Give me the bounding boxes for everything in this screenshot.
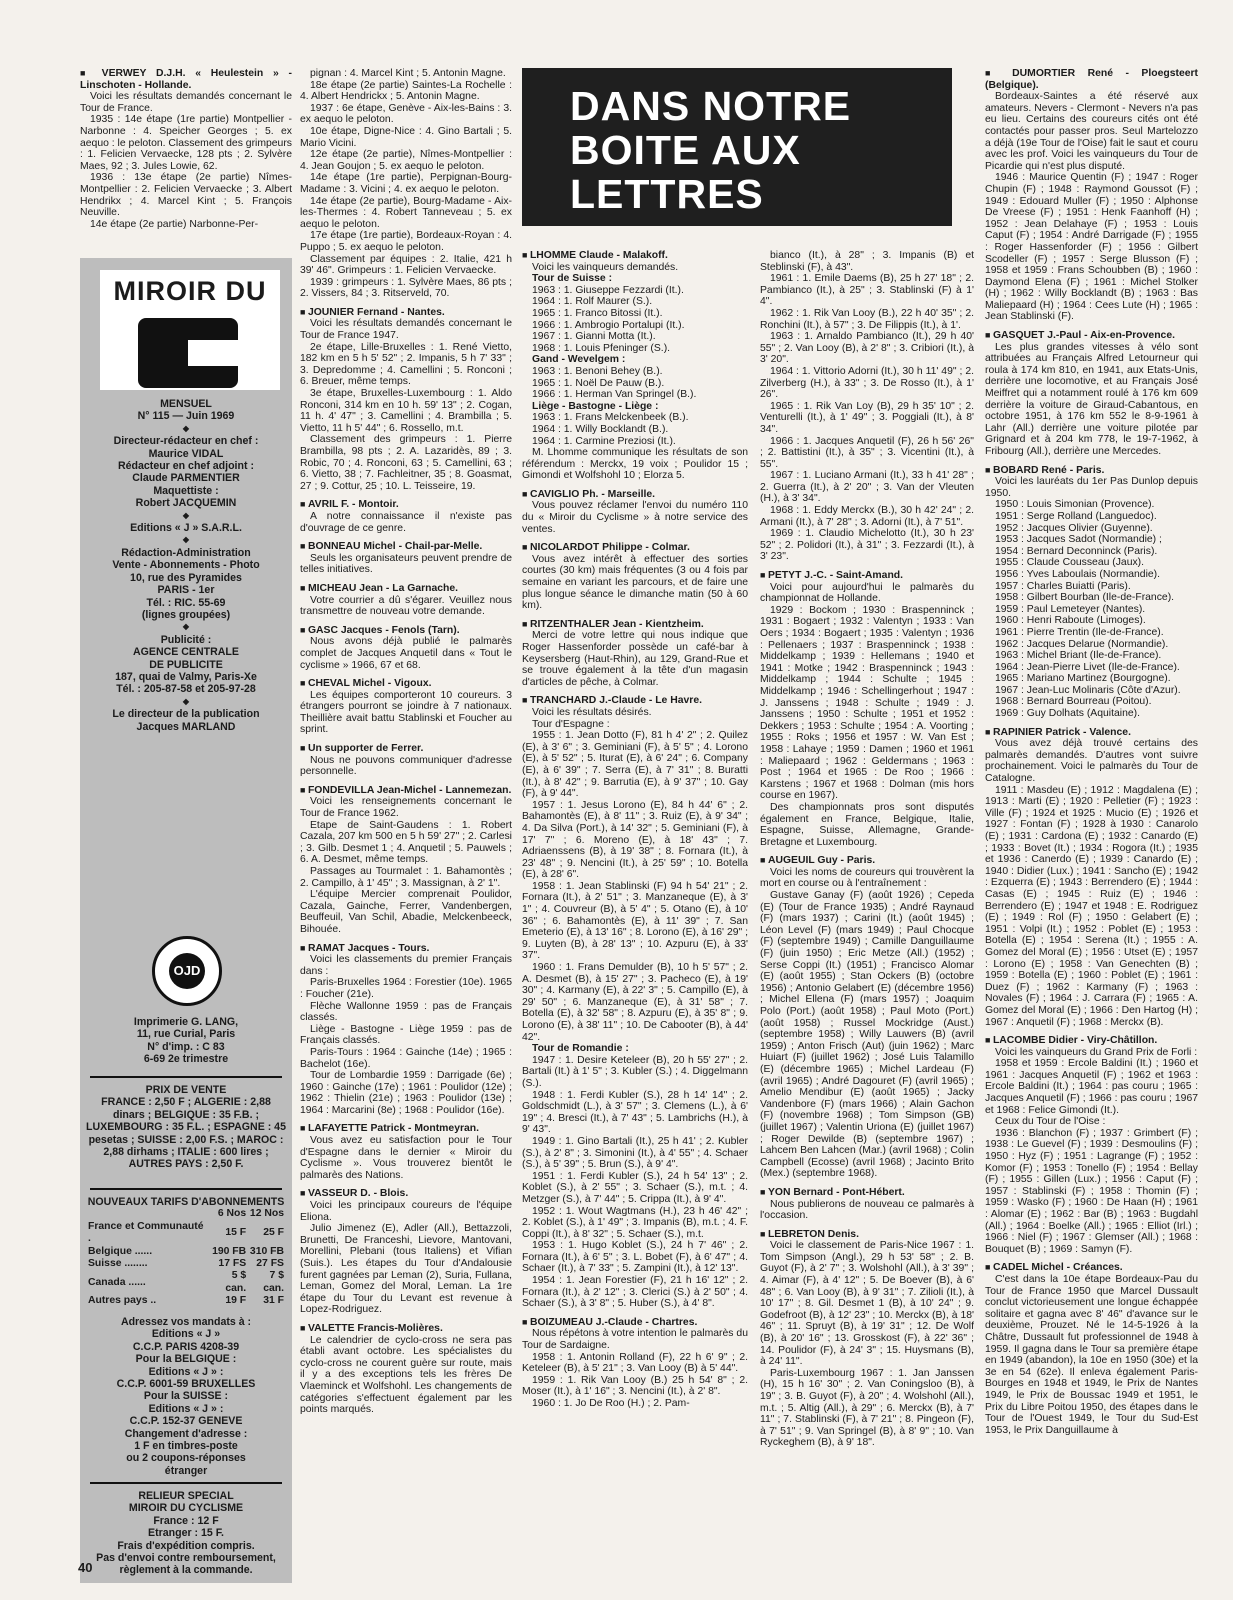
divider [90, 1076, 282, 1078]
letter-entry [760, 1229, 974, 1449]
letter-entry [522, 489, 748, 535]
masthead-line: C.C.P. 152-37 GENEVE [129, 1415, 243, 1428]
logo-text: MIROIR DU [113, 276, 267, 306]
tarif-cell: 5 $ can. [225, 1270, 247, 1294]
tarif-row [88, 1246, 284, 1258]
tarif-cell: Autres pays .. [88, 1295, 157, 1307]
masthead-line: Tél. : 205-87-58 et 205-97-28 [116, 683, 256, 696]
letter-paragraph: Voici les vainqueurs du Grand Prix de Forli : [995, 1046, 1198, 1058]
letter-heading: ■ VALETTE Francis-Molières. [300, 1323, 512, 1335]
letter-paragraph: 1937 : 6e étape, Genève - Aix-les-Bains : 3. ex aequo le peloton. [300, 102, 512, 126]
tarif-cell: Canada ...... [88, 1276, 146, 1288]
letter-paragraph: 1950 : Louis Simonian (Provence). [995, 499, 1155, 511]
letter-paragraph: 17e étape (1re partie), Bordeaux-Royan : 4. Puppo ; 5. ex aequo le peloton. [300, 230, 512, 253]
letter-paragraph: Nous répétons à votre intention le palmarès du Tour de Sardaigne. [522, 1328, 748, 1352]
masthead-line: 10, rue des Pyramides [130, 571, 242, 584]
letter-heading: ■ RAMAT Jacques - Tours. [300, 943, 512, 955]
tarif-cell: 27 FS [256, 1258, 284, 1270]
letter-paragraph: Tour d'Espagne : [532, 718, 610, 730]
letter-heading: ■ Un supporter de Ferrer. [300, 743, 512, 755]
letter-paragraph: Vous avez déjà trouvé certains des palmarès demandés. D'autres vont suivre prochainement. Voici le palmarès du Tour de Catalogne. [985, 738, 1198, 785]
masthead-line: Directeur-rédacteur en chef : [113, 435, 259, 448]
masthead-line: 6-69 2e trimestre [143, 1053, 229, 1066]
masthead-line: Pour la SUISSE : [143, 1390, 229, 1403]
letter-paragraph: 1963 : 1. Frans Melckenbeek (B.). [532, 412, 689, 424]
letter-paragraph: Voici les résultats demandés concernant le Tour de France 1947. [300, 318, 512, 342]
letter-paragraph: 1959 : Paul Lemeteyer (Nantes). [995, 603, 1146, 615]
column-5 [985, 68, 1198, 1513]
relieur-block [84, 1490, 288, 1577]
tarif-cell: Belgique ...... [88, 1245, 153, 1257]
letter-paragraph: pignan : 4. Marcel Kint ; 5. Antonin Magne. [310, 68, 506, 79]
letter-entry [985, 1262, 1198, 1436]
tarif-row [88, 1295, 284, 1307]
masthead-line: Etranger : 15 F. [148, 1527, 224, 1540]
letter-paragraph: 1962 : Jacques Delarue (Normandie). [995, 638, 1169, 650]
letter-paragraph: Nous publierons de nouveau ce palmarès à l'occasion. [760, 1198, 974, 1222]
tarif-cell: 15 F [225, 1227, 247, 1239]
masthead-line: Pour la BELGIQUE : [135, 1353, 237, 1366]
letter-paragraph: 2e étape, Lille-Bruxelles : 1. René Vietto, 182 km en 5 h 5' 52" ; 2. Impanis, 5 h 7' 33" ; 3. Depredomme ; 4. Camellini ; 5. Ronconi ; 6. Breuer, même temps. [300, 341, 512, 388]
tarif-cell: 17 FS [218, 1258, 247, 1270]
letter-entry [300, 68, 512, 300]
masthead-line: Tél. : RIC. 55-69 [146, 596, 226, 609]
letter-paragraph: 1968 : 1. Louis Pfeninger (S.). [532, 342, 671, 354]
masthead-line: Claude PARMENTIER [132, 472, 240, 485]
masthead-line: PARIS - 1er [157, 584, 215, 597]
masthead-line: 1 F en timbres-poste [134, 1440, 238, 1453]
letter-entry [985, 465, 1198, 720]
letter-paragraph: 1964 : 1. Vittorio Adorni (It.), 30 h 11' 49" ; 2. Zilverberg (H.), à 33" ; 3. De Rosso (It.), à 1' 26". [760, 365, 974, 401]
letter-paragraph: Le calendrier de cyclo-cross ne sera pas établi avant octobre. Les spécialistes du cyclo-cross ne courent guère sur route, mais il y a des exceptions tels les frères De Vlaeminck et Wolfshohl. Les changements de catégories s'effectuent également par les points marqués. [300, 1334, 512, 1416]
tarif-cell: 7 $ can. [263, 1270, 284, 1294]
letter-paragraph: 1964 : 1. Willy Bocklandt (B.). [532, 423, 669, 435]
letter-entry [760, 855, 974, 1180]
letter-paragraph: 1968 : 1. Eddy Merckx (B.), 30 h 42' 24" ; 2. Armani (It.), à 7' 28" ; 3. Adorni (It.), à 7' 51". [760, 505, 974, 528]
letter-paragraph: 1957 : 1. Jesus Lorono (E), 84 h 44' 6" ; 2. Bahamontès (E), à 8' 11" ; 3. Ruiz (E), à 9' 34" ; 4. Da Silva (Port.), à 14' 32" ; 5. Geminiani (F), à 17' 7" ; 6. Moreno (E), à 18' 43" ; 7. Adriaenssens (B), à 19' 38" ; 8. Fornara (It.), à 23' 48" ; 9. Nencini (It.), à 25' 59" ; 10. Botella (E), à 28' 6". [522, 799, 748, 881]
letter-paragraph: 1960 : 1. Frans Demulder (B), 10 h 5' 57" ; 2. A. Desmet (B), à 15' 27" ; 3. Pacheco (E), à 19' 30" ; 4. Karmany (E), à 22' 3" ; 5. Campillo (E), à 29' 50" ; 6. Manzaneque (E), à 31' 58" ; 7. Botella (E), à 32' 58" ; 8. Azpuru (E), à 35' 8" ; 9. Lorono (E), à 38' 11" ; 10. De Cabooter (B), à 44' 42". [522, 962, 748, 1043]
letter-entry [760, 570, 974, 848]
letter-paragraph: Voici pour aujourd'hui le palmarès du championnat de Hollande. [760, 581, 974, 605]
letter-paragraph: Bordeaux-Saintes a été réservé aux amateurs. Nevers - Clermont - Nevers n'a pas eu lieu. Certains des coureurs cités ont été contactés pour passer pros. Seul Martelozzo a déjà (19e Tour de l'Oise) fait le saut et couru avec les prof. Voici les vainqueurs du Tour de Picardie qui n'est plus disputé. [985, 91, 1198, 172]
letter-paragraph: 1964 : Jean-Pierre Livet (Ile-de-France). [995, 661, 1180, 673]
letter-paragraph: Vous avez intérêt à effectuer des sorties courtes (30 km) mais fréquentes (3 ou 4 fois par semaine en variant les parcours, et de faire une plus longue séance le dimanche matin (50 à 60 km). [522, 553, 748, 612]
letter-paragraph: 1946 : Maurice Quentin (F) ; 1947 : Roger Chupin (F) ; 1948 : Raymond Goussot (F) ; 1949 : Edouard Muller (F) ; 1950 : Alphonse De Vreese (F) ; 1951 : Henk Faanhoff (H) ; 1952 : Jean Delahaye (F) ; 1953 : Louis Caput (F) ; 1954 : André Darrigade (F) ; 1955 : Roger Hassenforder (F) ; 1956 : Gilbert Scodeller (F) ; 1957 : Serge Blusson (F) ; 1958 et 1959 : Frans Schoubben (B) ; 1960 : Daymond Elena (F) ; 1961 : Michel Stolker (H) ; 1962 : Willy Bocklandt (B) ; 1963 : Bas Maliepaard (H) ; 1964 : Cees Lute (H) ; 1965 : Jean Stablinski (F). [985, 172, 1198, 323]
column-2 [300, 68, 512, 1513]
letter-paragraph: 1969 : Guy Dolhats (Aquitaine). [995, 708, 1140, 720]
letter-paragraph: 3e étape, Bruxelles-Luxembourg : 1. Aldo Ronconi, 314 km en 10 h. 59' 13" ; 2. Cogan, 11 h. 4' 47" ; 3. Camellini ; 4. Brambilla ; 5. Vietto, 11 h 5' 44" ; 6. Rossello, m.t. [300, 388, 512, 434]
tarif-cell: 31 F [263, 1295, 284, 1307]
letter-paragraph: 1958 : 1. Jean Stablinski (F) 94 h 54' 21" ; 2. Fornara (It.), à 2' 51" ; 3. Manzaneque (E), à 3' 1" ; 4. Couvreur (B), à 5' 4" ; 5. Otano (E), à 10' 36" ; 6. Bahamontès (E), à 11' 39" ; 7. San Emeterio (E), à 13' 16" ; 8. Lorono (E), à 16' 29" ; 9. Luyten (B), à 28' 13" ; 10. Azpuru (E), à 33' 37". [522, 880, 748, 962]
diamond-divider-icon: ◆ [182, 535, 190, 545]
letter-paragraph: 1935 : 14e étape (1re partie) Montpellier - Narbonne : 4. Speicher Georges ; 5. ex aequo : le peloton. Classement des grimpeurs : 1. Felicien Vervaecke, 128 pts ; 2. Sylvère Maes, 92 ; 3. Jules Lowie, 62. [80, 114, 292, 172]
masthead-line: France : 12 F [153, 1514, 219, 1527]
letter-paragraph: 1963 : 1. Arnaldo Pambianco (It.), 29 h 40' 55" ; 2. Van Looy (B), à 2' 8" ; 3. Cribiori (It.), à 3' 20". [760, 331, 974, 366]
letter-paragraph: 10e étape, Digne-Nice : 4. Gino Bartali ; 5. Mario Vicini. [300, 125, 512, 149]
letter-heading: ■ CADEL Michel - Créances. [985, 1262, 1198, 1274]
letter-paragraph: Gustave Ganay (F) (août 1926) ; Cepeda (E) (Tour de France 1935) ; André Raynaud (F) (mars 1937) ; Carini (It.) (août 1945) ; Léon Level (F) (mars 1949) ; Paul Chocque (F) (septembre 1949) ; Camille Danguillaume (F) (juin 1950) ; Eric Metze (All.) (1952) ; Serse Coppi (It.) (1951) ; Francisco Alomar (E) (août 1955) ; Stan Ockers (B) (octobre 1956) ; Antonio Gelabert (E) (décembre 1956) ; Michel Ellena (F) (mars 1957) ; Joaquim Polo (Port.) (août 1958) ; Paul Moto (Port.) (août 1958) ; Russel Mockridge (Aust.) (septembre 1958) ; Willy Lauwers (B) (avril 1959) ; Anton Frisch (Aut) (juin 1962) ; Marc Huiart (F) (juillet 1962) ; José Luis Talamillo (E) (décembre 1965) ; Michel Lardeau (F) (avril 1965) ; André Dagouret (F) (avril 1965) ; Amelio Mendibur (E) (août 1965) ; Jacky Vandenbore (F) (mars 1966) ; Alain Gachon (F) (novembre 1968) ; Tom Simpson (GB) (juillet 1967) ; Valentin Uriona (E) (juillet 1967) ; Roger Dewilde (B) (septembre 1967) ; Lahcem Ben Lahcen (Mar.) (avril 1968) ; Colin Campbell (Ecosse) (avril 1968) ; Jacinto Brito (Mex.) (septembre 1968). [760, 890, 974, 1180]
masthead-box [80, 258, 292, 1583]
letter-paragraph: 1951 : Serge Rolland (Languedoc). [995, 510, 1157, 522]
divider [90, 1188, 282, 1190]
letter-paragraph: Votre courrier a dû s'égarer. Veuillez nous transmettre de nouveau votre demande. [300, 594, 512, 618]
letter-heading: ■ AUGEUIL Guy - Paris. [760, 855, 974, 867]
ojd-label: OJD [169, 953, 205, 989]
letter-paragraph: Voici les noms de coureurs qui trouvèrent la mort en course ou à l'entraînement : [760, 866, 974, 890]
letter-paragraph: Seuls les organisateurs peuvent prendre de telles initiatives. [300, 552, 512, 576]
letter-paragraph: 1939 : grimpeurs : 1. Sylvère Maes, 86 pts ; 2. Vissers, 84 ; 3. Ritserveld, 70. [300, 276, 512, 300]
letter-entry [300, 1188, 512, 1316]
letter-paragraph: 14e étape (2e partie), Bourg-Madame - Aix-les-Thermes : 4. Robert Tanneveau ; 5. ex aequo le peloton. [300, 195, 512, 230]
tarif-cell: 19 F [225, 1295, 247, 1307]
letter-entry [300, 785, 512, 936]
masthead-line: C.C.P. PARIS 4208-39 [132, 1340, 240, 1353]
letter-entry [300, 1123, 512, 1181]
letter-paragraph: 1958 : 1. Antonin Rolland (F), 22 h 6' 9" ; 2. Keteleer (B), à 5' 21" ; 3. Van Looy (B) à 5' 44". [522, 1351, 748, 1375]
letter-paragraph: 1951 : 1. Ferdi Kubler (S.), 24 h 54' 13" ; 2. Koblet (S.), à 2' 55" ; 3. Schaer (S.), m.t. ; 4. Metzger (S.), à 7' 44" ; 5. Crippa (It.), à 9' 4". [522, 1170, 748, 1205]
letter-paragraph: 1967 : Jean-Luc Molinaris (Côte d'Azur). [995, 684, 1181, 696]
letter-paragraph: 1964 : 1. Rolf Maurer (S.). [532, 296, 653, 308]
letter-paragraph: bianco (It.), à 28" ; 3. Impanis (B) et Steblinski (F), à 43". [760, 250, 974, 273]
letter-paragraph: Vous pouvez réclamer l'envoi du numéro 110 du « Miroir du Cyclisme » à notre service des ventes. [522, 500, 748, 535]
letter-entry [300, 1323, 512, 1416]
tarifs-table [88, 1208, 284, 1307]
letter-paragraph: 1955 : 1. Jean Dotto (F), 81 h 4' 2" ; 2. Quilez (E), à 3' 6" ; 3. Geminiani (F), à 5' 5" ; 4. Lorono (E), à 5' 52" ; 5. Iturat (E), à 6' 24" ; 6. Company (E), à 6' 39" ; 7. Serra (E), à 7' 31" ; 8. Buratti (It.), à 8' 42" ; 9. Barrutia (E), à 9' 37" ; 10. Gay (F), à 9' 44". [522, 730, 748, 800]
letter-entry [300, 583, 512, 618]
letter-paragraph: 1958 : Gilbert Bourban (Ile-de-France). [995, 592, 1175, 604]
letter-paragraph: Voici les vainqueurs demandés. [532, 261, 679, 273]
letter-paragraph: 1963 : 1. Benoni Behey (B.). [532, 365, 663, 377]
column-4 [760, 250, 974, 1515]
masthead-line: N° d'imp. : C 83 [147, 1040, 225, 1053]
letter-heading: ■ RITZENTHALER Jean - Kientzheim. [522, 619, 748, 631]
letter-entry [300, 678, 512, 736]
letter-entry [300, 499, 512, 534]
letter-paragraph: Merci de votre lettre qui nous indique que Roger Hassenforder possède un café-bar à Keysersberg (Haut-Rhin), au 129, Grand-Rue et se trouve également à la tête d'un magasin d'articles de pêche, à Colmar. [522, 630, 748, 688]
masthead-line: Editions « J » : [148, 1365, 224, 1378]
letter-paragraph: Paris-Luxembourg 1967 : 1. Jan Janssen (H), 15 h 16' 30" ; 2. Van Coningsloo (B), à 19" ; 3. B. Guyot (F), à 20" ; 4. Wolshohl (All.), m.t. ; 5. Altig (All.), à 29" ; 6. Merckx (B), à 7' 11" ; 7. Stablinski (F), à 7' 21" ; 8. Pingeon (F), à 7' 51" ; 9. Van Springel (B), à 8' 9" ; 10. Van Ryckeghem (B), à 9' 18". [760, 1367, 974, 1449]
diamond-divider-icon: ◆ [182, 423, 190, 433]
letter-paragraph: Nous avons déjà publié le palmarès complet de Jacques Anquetil dans « Tout le cyclisme » 1966, 67 et 68. [300, 636, 512, 671]
letter-heading: ■ BOIZUMEAU J.-Claude - Chartres. [522, 1317, 748, 1329]
masthead-line: Pas d'envoi contre remboursement, règlement à la commande. [96, 1552, 276, 1577]
masthead-line: Le directeur de la publication [112, 708, 260, 721]
letter-paragraph: Les plus grandes vitesses à vélo sont attribuées au Français Alfred Letourneur qui roula à 174 km 810, en 1941, aux Etats-Unis, derrière une locomotive, et au Français José Meiffret qui a notamment roulé à 176 km 609 derrière la voiture de Giraud-Cabantous, en octobre 1951, à 176 km 552 le 8-9-1961 à Lahr (All.) derrière une voiture pilotée par Grignard et à 204 km 778, le 19-7-1962, à Fribourg (All.), derrière une Mercedes. [985, 341, 1198, 457]
diamond-divider-icon: ◆ [182, 696, 190, 706]
letter-paragraph: 1953 : 1. Hugo Koblet (S.), 24 h 7' 46" ; 2. Fornara (It.), à 6' 5" ; 3. L. Bobet (F), à 6' 47" ; 4. Schaer (It.), à 7' 33" ; 5. Zampini (It.), à 12' 13". [522, 1240, 748, 1275]
letter-paragraph: Voici les résultats désirés. [532, 706, 652, 718]
letter-entry [300, 541, 512, 576]
letter-paragraph: 1960 : Henri Raboute (Limoges). [995, 615, 1146, 627]
tarif-header-cell: 6 Nos [217, 1208, 247, 1220]
letter-entry [522, 542, 748, 612]
mandats-block [84, 1316, 288, 1477]
masthead-line: Editions « J » S.A.R.L. [130, 522, 242, 535]
letter-heading: ■ GASC Jacques - Fenols (Tarn). [300, 625, 512, 637]
prices-title: PRIX DE VENTE [145, 1084, 227, 1096]
letter-heading: ■ LACOMBE Didier - Viry-Châtillon. [985, 1035, 1198, 1047]
masthead-line: Imprimerie G. LANG, [133, 1016, 239, 1028]
letter-entry [760, 250, 974, 563]
letter-paragraph: Classement des grimpeurs : 1. Pierre Brambilla, 98 pts ; 2. A. Lazaridès, 89 ; 3. Robic, 70 ; 4. Ronconi, 63 ; 5. Camellini, 63 ; 6. Vietto, 38 ; 7. Fachleitner, 35 ; 8. Goasmat, 27 ; 9. Cottur, 25 ; 10. L. Teisseire, 19. [300, 434, 512, 492]
letter-entry [522, 250, 748, 482]
letter-paragraph: 1969 : 1. Claudio Michelotto (It.), 30 h 23' 52" ; 2. Polidori (It.), à 31" ; 3. Fezzardi (It.), à 3' 23". [760, 528, 974, 563]
letter-paragraph: 1958 et 1959 : Ercole Baldini (It.) ; 1960 et 1961 : Jacques Anquetil (F) ; 1962 et 1963 : Ercole Baldini (It.) ; 1964 : pas couru ; 1965 : Jacques Anquetil (F) ; 1966 : pas couru ; 1967 et 1968 : Felice Gimondi (It.). [985, 1058, 1198, 1116]
masthead-line: AGENCE CENTRALE [133, 646, 239, 659]
letter-paragraph: 1936 : 13e étape (2e partie) Nîmes-Montpellier : 2. Felicien Vervaecke ; 3. Albert Hendrikx ; 4. Marcel Kint ; 5. François Neuville. [80, 172, 292, 219]
letter-paragraph: 1936 : Blanchon (F) ; 1937 : Grimbert (F) ; 1938 : Le Guevel (F) ; 1939 : Desmoulins (F) ; 1950 : Hyz (F) ; 1951 : Lagrange (F) ; 1952 : Komor (F) ; 1953 : Tonello (F) ; 1954 : Bellay (F) ; 1955 : Gillen (Lux.) ; 1956 : Caput (F) ; 1957 : Stablinski (F) ; 1958 : Thomin (F) ; 1959 : Wasko (F) ; 1960 : De Haan (H) ; 1961 : Alomar (E) ; 1962 : Bar (B) ; 1963 : Bugdahl (All.) ; 1964 : Boelke (All.) ; 1965 : Elliot (Irl.) ; 1966 : Niel (F) ; 1967 : Glemser (All.) ; 1968 : Bouquet (B) ; 1969 : Samyn (F). [985, 1127, 1198, 1255]
letter-heading: ■ VASSEUR D. - Blois. [300, 1188, 512, 1200]
letter-heading: ■ JOUNIER Fernand - Nantes. [300, 307, 512, 319]
letter-heading: ■ RAPINIER Patrick - Valence. [985, 727, 1198, 739]
letter-paragraph: Vous avez eu satisfaction pour le Tour d'Espagne dans le dernier « Miroir du Cyclisme ». Vous trouverez bientôt le palmarès des Nations. [300, 1135, 512, 1181]
letter-paragraph: Voici les principaux coureurs de l'équipe Eliona. [300, 1200, 512, 1223]
letter-paragraph: Des championnats pros sont disputés également en France, Belgique, Italie, Espagne, Suisse, Allemagne, Grande-Bretagne et Luxembourg. [760, 801, 974, 848]
prices-block [84, 1084, 288, 1171]
letter-entry [300, 943, 512, 1117]
printer-info [84, 1016, 288, 1066]
letter-paragraph: 18e étape (2e partie) Saintes-La Rochelle : 4. Albert Hendrickx ; 5. Antonin Magne. [300, 79, 512, 103]
letter-heading: ■ AVRIL F. - Montoir. [300, 499, 512, 511]
letter-paragraph: 1948 : 1. Ferdi Kubler (S.), 28 h 14' 14" ; 2. Goldschmidt (L.), à 3' 57" ; 3. Clemens (L.), à 6' 19" ; 4. Bresci (It.), à 7' 43" ; 5. Lambrichs (H.), à 9' 43". [522, 1089, 748, 1136]
letter-heading: ■ LEBRETON Denis. [760, 1229, 974, 1241]
masthead-line: étranger [164, 1464, 208, 1477]
tarif-cell: 310 FB [249, 1245, 284, 1257]
tarif-cell: France et Communauté . [88, 1220, 204, 1245]
letter-paragraph: 1967 : 1. Luciano Armani (It.), 33 h 41' 28" ; 2. Guerra (It.), à 2' 20" ; 3. Van der Vleuten (H.), à 3' 34". [760, 470, 974, 505]
masthead-line: RELIEUR SPECIAL [138, 1490, 234, 1502]
letter-paragraph: 1959 : 1. Rik Van Looy (B.) 25 h 54' 8" ; 2. Moser (It.), à 1' 16" ; 3. Nencini (It.), à 2' 8". [522, 1374, 748, 1398]
letter-paragraph: 1952 : Jacques Olivier (Guyenne). [995, 522, 1153, 534]
letter-paragraph: Les équipes comporteront 10 coureurs. 3 étrangers pourront se joindre à 7 nationaux. Theillière avait battu Stablinski et Foucher au sprint. [300, 689, 512, 736]
ojd-seal [152, 936, 222, 1006]
letter-paragraph: 1962 : 1. Rik Van Looy (B.), 22 h 40' 35" ; 2. Ronchini (It.), à 57" ; 3. De Filippis (It.), à 1'. [760, 307, 974, 331]
masthead-line: (lignes groupées) [141, 608, 231, 621]
letter-entry [80, 68, 292, 230]
masthead-line: 187, quai de Valmy, Paris-Xe [115, 670, 257, 683]
letter-paragraph: 1963 : Michel Briant (Ile-de-France). [995, 650, 1162, 662]
divider [90, 1482, 282, 1484]
masthead-line: Editions « J » [151, 1328, 221, 1341]
letter-paragraph: 1954 : Bernard Deconninck (Paris). [995, 545, 1158, 557]
letter-heading: ■ GASQUET J.-Paul - Aix-en-Provence. [985, 330, 1198, 342]
letter-entry [300, 625, 512, 671]
letter-heading: ■ YON Bernard - Pont-Hébert. [760, 1187, 974, 1199]
masthead-line: Frais d'expédition compris. [117, 1539, 255, 1552]
letter-paragraph: 1963 : 1. Giuseppe Fezzardi (It.). [532, 284, 684, 296]
letter-paragraph: 1965 : 1. Rik Van Loy (B), 29 h 35' 10" ; 2. Venturelli (It.), à 1' 49" ; 3. Poggiali (It.), à 8' 34". [760, 400, 974, 435]
letter-entry [985, 727, 1198, 1028]
tarif-cell: 190 FB [212, 1245, 247, 1257]
letter-heading: ■ BONNEAU Michel - Chail-par-Melle. [300, 541, 512, 553]
tarif-cell: 25 F [263, 1227, 284, 1239]
letter-entry [522, 695, 748, 1309]
letter-paragraph: 1966 : 1. Ambrogio Portalupi (It.). [532, 319, 685, 331]
masthead-line: Changement d'adresse : [124, 1427, 248, 1440]
letter-paragraph: Voici le classement de Paris-Nice 1967 : 1. Tom Simpson (Angl.), 29 h 53' 58" ; 2. B. Guyot (F), à 2' 7" ; 3. Wolshohl (All.), à 3' 39" ; 4. Aimar (F), à 4' 12" ; 5. De Boever (B), à 6' 48" ; 6. Van Looy (B), à 9' 31" ; 7. Zilioli (It.), à 10' 17" ; 8. Gil. Desmet 1 (B), à 10' 24" ; 9. Godefroot (B), à 12' 23" ; 10. Merckx (B), à 18' 46" ; 11. Spruyt (B), à 19' 31" ; 12. De Wolf (B), à 20' 16" ; 13. Grosskost (F), à 22' 36" ; 14. Poulidor (F), à 24' 3" ; 15. Huysmans (B), à 24' 11". [760, 1240, 974, 1368]
letter-paragraph: 14e étape (1re partie), Perpignan-Bourg-Madame : 3. Vicini ; 4. ex aequo le peloton. [300, 172, 512, 195]
masthead-line: Editions « J » : [148, 1402, 224, 1415]
letter-paragraph: Paris-Tours : 1964 : Gainche (14e) ; 1965 : Bachelot (16e). [300, 1046, 512, 1070]
letter-paragraph: 1961 : Pierre Trentin (Ile-de-France). [995, 626, 1164, 638]
letter-paragraph: 1965 : 1. Noël De Pauw (B.). [532, 377, 665, 389]
section-title: DANS NOTRE BOITE AUX LETTRES [570, 83, 852, 217]
letter-paragraph: 14e étape (2e partie) Narbonne-Per- [90, 218, 259, 230]
letter-paragraph: Liège - Bastogne - Liège : [532, 400, 659, 412]
masthead-line: Maquettiste : [153, 484, 219, 497]
letter-heading: ■ CHEVAL Michel - Vigoux. [300, 678, 512, 690]
letter-paragraph: Voici les résultats demandés concernant le Tour de France. [80, 91, 292, 114]
letter-paragraph: 1949 : 1. Gino Bartali (It.), 25 h 41' ; 2. Kubler (S.), à 2' 8" ; 3. Simonini (It.), à 4' 55" ; 4. Schaer (S.), à 5' 39" ; 5. Brun (S.), à 9' 4". [522, 1135, 748, 1171]
letter-paragraph: 1953 : Jacques Sadot (Normandie) ; [995, 534, 1162, 546]
letter-heading: ■ TRANCHARD J.-Claude - Le Havre. [522, 695, 748, 707]
letter-heading: ■ LAFAYETTE Patrick - Montmeyran. [300, 1123, 512, 1135]
letter-paragraph: 1966 : 1. Jacques Anquetil (F), 26 h 56' 26" ; 2. Battistini (It.), à 35" ; 3. Vicentini (It.), à 55". [760, 435, 974, 470]
tarifs-title: NOUVEAUX TARIFS D'ABONNEMENTS [87, 1196, 285, 1208]
page-number: 40 [78, 1560, 93, 1575]
letter-entry [522, 1317, 748, 1410]
letter-heading: ■ CAVIGLIO Ph. - Marseille. [522, 489, 748, 501]
masthead-line: Publicité : [160, 633, 212, 646]
letter-paragraph: 1960 : 1. Jo De Roo (H.) ; 2. Pam- [532, 1398, 690, 1409]
letter-paragraph: Etape de Saint-Gaudens : 1. Robert Cazala, 207 km 500 en 5 h 59' 27" ; 2. Carlesi ; 3. Gilb. Desmet 1 ; 4. Anquetil ; 5. Pauwels ; 6. A. Desmet, même temps. [300, 819, 512, 866]
masthead-line: Jacques MARLAND [136, 720, 236, 733]
masthead-line: ou 2 coupons-réponses [126, 1452, 246, 1465]
letter-heading: ■ LHOMME Claude - Malakoff. [522, 250, 748, 262]
masthead-line: DE PUBLICITE [149, 658, 223, 671]
letter-paragraph: Voici les renseignements concernant le Tour de France 1962. [300, 796, 512, 820]
letter-paragraph: 1961 : 1. Emile Daems (B), 25 h 27' 18" ; 2. Pambianco (It.), à 25" ; 3. Stablinski (F) à 1' 4". [760, 273, 974, 308]
letter-paragraph: Tour de Romandie : [532, 1043, 629, 1055]
letter-paragraph: 1954 : 1. Jean Forestier (F), 21 h 16' 12" ; 2. Fornara (It.), à 2' 12" ; 3. Clerici (S.) à 2' 50" ; 4. Schaer (S.), à 3' 8" ; 5. Huber (S.), à 4' 8". [522, 1275, 748, 1310]
masthead-line: Rédaction-Administration [121, 546, 251, 559]
letter-paragraph: 1929 : Bockom ; 1930 : Braspenninck ; 1931 : Bogaert ; 1932 : Valentyn ; 1933 : Van Oers ; 1934 : Bogaert ; 1935 : Valentyn ; 1936 : Pellenaers ; 1937 : Braspenninck ; 1938 : Middelkamp ; 1939 : Hellemans ; 1940 et 1941 : Motke ; 1942 : Braspenninck ; 1943 : Middelkamp ; 1944 : Schulte ; 1945 : Middelkamp ; 1946 : Schellingerhout ; 1947 : J. Janssens ; 1948 : Schulte ; 1949 : J. Janssens ; 1950 : Schulte ; 1951 et 1952 : Dekkers ; 1953 : Schulte ; 1954 : A. Voorting ; 1955 : Roks ; 1956 et 1957 : W. Van Est ; 1958 : Lahaye ; 1959 : Damen ; 1960 et 1961 : Maliepaard ; 1962 : Geldermans ; 1963 : Post ; 1964 et 1965 : De Roo ; 1966 : Karstens ; 1967 et 1968 : Dolman (mis hors course en 1967). [760, 604, 974, 802]
letter-paragraph: 12e étape (2e partie), Nîmes-Montpellier : 4. Jean Goujon ; 5. ex aequo le peloton. [300, 149, 512, 172]
letter-heading: ■ MICHEAU Jean - La Garnache. [300, 583, 512, 595]
letter-paragraph: A notre connaissance il n'existe pas d'ouvrage de ce genre. [300, 510, 512, 534]
letter-paragraph: M. Lhomme communique les résultats de son référendum : Merckx, 19 voix ; Poulidor 15 ; Gimondi et Wolfshohl 10 ; Elorza 5. [522, 447, 748, 482]
tarifs-block [84, 1196, 288, 1308]
letter-paragraph: 1947 : 1. Desire Keteleer (B), 20 h 55' 27" ; 2. Bartali (It.) à 1' 5" ; 3. Kubler (S.) ; 4. Diggelmann (S.). [522, 1054, 748, 1089]
tarif-row [88, 1221, 284, 1246]
tarif-cell: Suisse ........ [88, 1258, 148, 1270]
magazine-logo [100, 270, 280, 390]
letter-heading: ■ VERWEY D.J.H. « Heulestein » - Linschoten - Hollande. [80, 68, 292, 91]
diamond-divider-icon: ◆ [182, 622, 190, 632]
prices-text: FRANCE : 2,50 F ; ALGERIE : 2,88 dinars ; BELGIQUE : 35 F.B. ; LUXEMBOURG : 35 F.L. ; ESPAGNE : 45 pesetas ; SUISSE : 2,00 F.S. ; MAROC : 2,88 dirhams ; ITALIE : 600 lires ; AUTRES PAYS : 2,50 F. [86, 1096, 286, 1171]
letter-paragraph: 1955 : Claude Cousseau (Jaux). [995, 557, 1145, 569]
letter-paragraph: Liège - Bastogne - Liège 1959 : pas de Français classés. [300, 1023, 512, 1047]
letter-paragraph: 1965 : 1. Franco Bitossi (It.). [532, 307, 663, 319]
masthead-line: C.C.P. 6001-59 BRUXELLES [116, 1378, 256, 1391]
letter-paragraph: Tour de Suisse : [532, 273, 613, 285]
letter-paragraph: 1911 : Masdeu (E) ; 1912 : Magdalena (E) ; 1913 : Marti (E) ; 1920 : Pelletier (F) ; 1923 : Ville (F) ; 1924 et 1925 : Mucio (E) ; 1926 et 1927 : Fontan (F) ; 1928 à 1930 : Canarolo (E) ; 1931 : Cardona (E) ; 1932 : Canardo (E) ; 1933 : Bovet (It.) ; 1934 : Rogora (It.) ; 1935 et 1936 : Canerdo (E) ; 1939 : Canardo (E) ; 1940 : Didier (Lux.) ; 1941 : Sancho (E) ; 1942 : Ezquerra (E) ; 1943 : Berrendero (E) ; 1944 : Casas (E) ; 1945 : Ruiz (E) ; 1946 : Berrendero (E) ; 1947 et 1948 : E. Rodriguez (E) ; 1949 : Rol (F) ; 1950 : Gelabert (E) ; 1951 : Volpi (It.) ; 1952 : Poblet (E) ; 1953 : Botella (E) ; 1954 : Serena (It.) ; 1955 : A. Gomez del Moral (E) ; 1956 : Utset (E) ; 1957 : Lorono (E) ; 1958 : Van Genechten (B) ; 1959 : Botella (E) ; 1960 : Poblet (E) ; 1961 : Duez (F) ; 1962 : Karmany (F) ; 1963 : Novales (F) ; 1964 : J. Carrara (F) ; 1965 : A. Gomez del Moral (E) ; 1966 : Den Hartog (H) ; 1967 : Anquetil (F) ; 1968 : Merckx (B). [985, 784, 1198, 1028]
masthead-line: Adressez vos mandats à : [120, 1316, 252, 1328]
letter-entry [760, 1187, 974, 1222]
letter-entry [300, 743, 512, 778]
letter-paragraph: L'équipe Mercier comprenait Poulidor, Cazala, Gainche, Ferrer, Vandenbergen, Beuffeuil, Van Schil, Abadie, Melckenbeeck, Bihouée. [300, 889, 512, 935]
letter-paragraph: Ceux du Tour de l'Oise : [995, 1116, 1106, 1128]
tarif-row [88, 1270, 284, 1295]
letter-paragraph: Flèche Wallonne 1959 : pas de Français classés. [300, 1000, 512, 1024]
letter-paragraph: Tour de Lombardie 1959 : Darrigade (6e) ; 1960 : Gainche (17e) ; 1961 : Poulidor (12e) ; 1962 : Thielin (21e) ; 1963 : Poulidor (13e) ; 1964 : Marcarini (8e) ; 1968 : Poulidor (16e). [300, 1070, 512, 1116]
letter-entry [985, 1035, 1198, 1255]
diamond-divider-icon: ◆ [182, 510, 190, 520]
letter-heading: ■ PETYT J.-C. - Saint-Amand. [760, 570, 974, 582]
masthead-line: N° 115 — Juin 1969 [137, 410, 235, 423]
tarif-header-cell: 12 Nos [249, 1208, 284, 1220]
masthead-info [84, 398, 288, 733]
letter-entry [985, 330, 1198, 458]
masthead-line: Robert JACQUEMIN [135, 497, 237, 510]
letter-paragraph: 1966 : 1. Herman Van Springel (B.). [532, 389, 697, 401]
letter-heading: ■ BOBARD René - Paris. [985, 465, 1198, 477]
letter-paragraph: 1964 : 1. Carmine Preziosi (It.). [532, 435, 676, 447]
column-3 [522, 250, 748, 1515]
masthead-line: 11, rue Curial, Paris [136, 1028, 236, 1041]
letter-paragraph: Paris-Bruxelles 1964 : Forestier (10e). 1965 : Foucher (21e). [300, 977, 512, 1000]
letter-paragraph: Voici les classements du premier Français dans : [300, 954, 512, 977]
letter-paragraph: 1952 : 1. Wout Wagtmans (H.), 23 h 46' 42" ; 2. Koblet (S.), à 1' 49" ; 3. Impanis (B), m.t. ; 4. F. Coppi (It.), à 8' 32" ; 5. Schaer (S.), m.t. [522, 1205, 748, 1240]
letter-paragraph: 1968 : Bernard Bourreau (Poitou). [995, 696, 1152, 708]
tarif-header-cell [88, 1208, 208, 1220]
letter-paragraph: 1956 : Yves Laboulais (Normandie). [995, 568, 1161, 580]
logo-c-letter-icon [138, 318, 238, 388]
masthead-line: Vente - Abonnements - Photo [112, 559, 260, 572]
letter-entry [985, 68, 1198, 323]
letter-paragraph: Voici les lauréats du 1er Pas Dunlop depuis 1950. [985, 476, 1198, 499]
letter-paragraph: 1965 : Mariano Martinez (Bourgogne). [995, 673, 1171, 685]
letter-paragraph: C'est dans la 10e étape Bordeaux-Pau du Tour de France 1950 que Marcel Dussault conclut victorieusement une longue échappée solitaire et gagna avec 8' 46" d'avance sur le deuxième, Prouzet. Né le 14-5-1926 à la Châtre, Dussault fut professionnel de 1948 à 1959. Il gagna dans le Tour sa première étape en 1949 (abandon), la 10e en 1950 (30e) et la 3e en 54 (62e). Il enleva également Paris-Bourges en 1948 et 1949, le Prix de Nantes 1949, le Prix de Boussac 1949 et 1951, le Prix du Libre Poitou 1950, des étapes dans le Tour de l'Ouest 1949, le Tour du Sud-Est 1953, le Prix Danguillaume à [985, 1273, 1198, 1436]
letter-paragraph: 1967 : 1. Gianni Motta (It.). [532, 331, 656, 343]
letter-paragraph: 1957 : Charles Buiatti (Paris). [995, 580, 1131, 592]
letter-paragraph: Julio Jimenez (E), Adler (All.), Bettazzoli, Brunetti, De Franceshi, Lievore, Mantovani, Morellini, Plebani (tous Italiens) et Vifian (Suis.). Les étapes du Tour d'Andalousie furent gagnées par Leman (2), Suria, Fullana, Leman, Gomez del Moral, Leman. La 1re étape du Tour du Levant est revenue à Lopez-Rodriguez. [300, 1223, 512, 1316]
letter-paragraph: Gand - Wevelgem : [532, 354, 626, 366]
masthead-line: MIROIR DU CYCLISME [128, 1502, 244, 1515]
section-header [522, 68, 952, 226]
letter-paragraph: Classement par équipes : 2. Italie, 421 h 39' 46". Grimpeurs : 1. Felicien Vervaecke. [300, 253, 512, 277]
letter-paragraph: Nous ne pouvons communiquer d'adresse personnelle. [300, 754, 512, 778]
masthead-line: MENSUEL [160, 398, 212, 410]
letter-entry [300, 307, 512, 493]
letter-paragraph: Passages au Tourmalet : 1. Bahamontès ; 2. Campillo, à 1' 45" ; 3. Massignan, à 2' 1". [300, 866, 512, 889]
tarif-row [88, 1258, 284, 1270]
letter-heading: ■ NICOLARDOT Philippe - Colmar. [522, 542, 748, 554]
letter-entry [522, 619, 748, 689]
masthead-line: Rédacteur en chef adjoint : [118, 460, 254, 473]
letter-heading: ■ FONDEVILLA Jean-Michel - Lannemezan. [300, 785, 512, 797]
letter-heading: ■ DUMORTIER René - Ploegsteert (Belgique). [985, 68, 1198, 91]
masthead-line: Maurice VIDAL [148, 447, 224, 460]
